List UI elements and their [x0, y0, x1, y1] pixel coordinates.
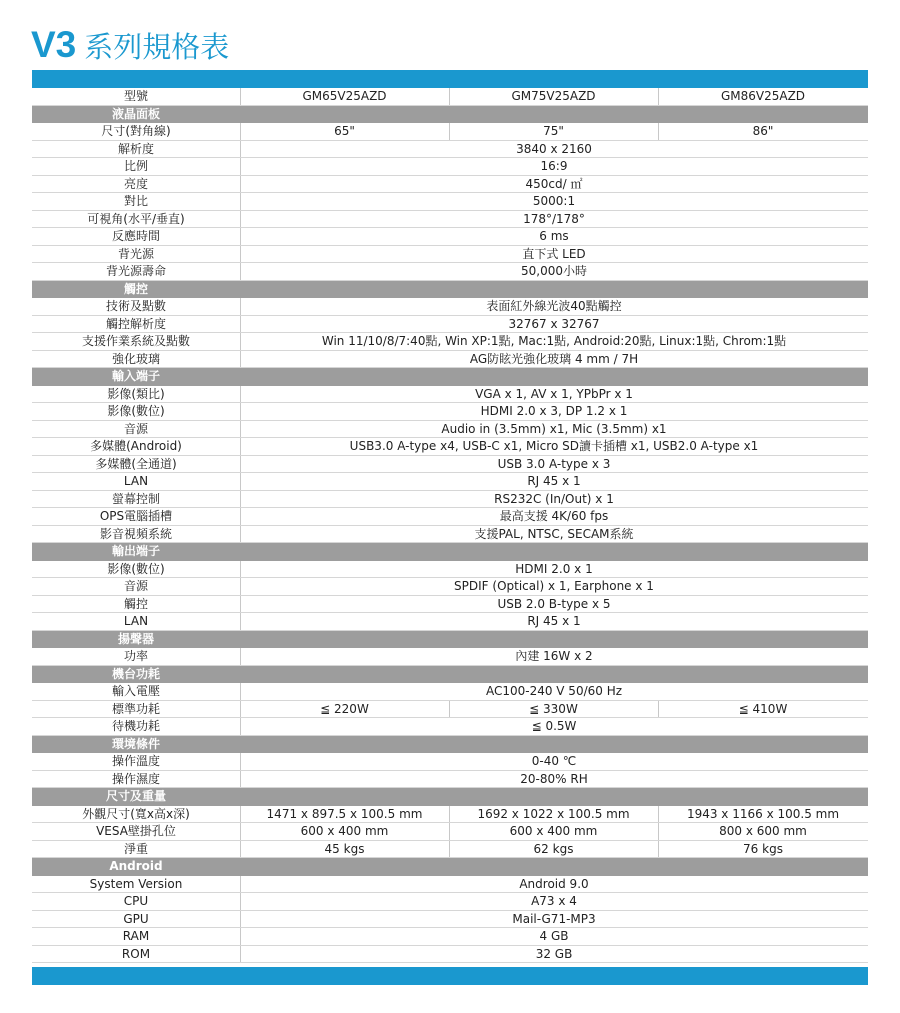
row-label: 尺寸(對角線)	[101, 124, 171, 138]
row-label: 可視角(水平/垂直)	[87, 211, 185, 226]
row-label: 型號	[123, 89, 148, 103]
table-row	[32, 806, 868, 824]
row-value: 表面紅外線光波40點觸控	[486, 299, 622, 313]
row-value-model-3: 86"	[752, 124, 774, 138]
row-value: 5000:1	[532, 194, 576, 208]
row-value-model-2: 600 x 400 mm	[509, 824, 598, 838]
row-label: 觸控	[123, 596, 148, 611]
table-row	[32, 911, 868, 929]
table-row	[32, 473, 868, 491]
row-value: Win 11/10/8/7:40點, Win XP:1點, Mac:1點, Android:20點, Linux:1點, Chrom:1點	[321, 334, 787, 348]
table-row	[32, 263, 868, 281]
row-value-model-1: ≦ 220W	[320, 701, 369, 716]
column-divider	[658, 823, 659, 840]
column-divider	[449, 841, 450, 858]
row-value: 0-40 ℃	[531, 754, 577, 768]
row-label: 淨重	[123, 841, 148, 856]
table-row	[32, 456, 868, 474]
row-label: 觸控解析度	[105, 316, 166, 331]
section-title: 環境條件	[111, 736, 160, 751]
table-row	[32, 718, 868, 736]
row-value: 20-80% RH	[520, 771, 588, 786]
section-title: 揚聲器	[117, 631, 154, 646]
row-value: 178°/178°	[523, 211, 585, 226]
column-divider	[658, 123, 659, 140]
title-text: 系列規格表	[84, 30, 230, 64]
table-row	[32, 613, 868, 631]
table-row	[32, 928, 868, 946]
row-label: 強化玻璃	[111, 351, 160, 366]
row-value: ≦ 0.5W	[531, 719, 577, 733]
row-value: 450cd/ ㎡	[525, 176, 583, 191]
row-value-model-2: GM75V25AZD	[511, 89, 596, 103]
section-title: 輸出端子	[111, 544, 160, 558]
row-label: GPU	[123, 911, 149, 926]
row-label: 待機功耗	[111, 719, 160, 733]
row-value: 直下式 LED	[522, 246, 586, 261]
section-title: Android	[109, 859, 163, 873]
table-row	[32, 491, 868, 509]
row-value: Audio in (3.5mm) x1, Mic (3.5mm) x1	[441, 421, 667, 436]
table-row	[32, 876, 868, 894]
row-label: 多媒體(全通道)	[95, 456, 177, 471]
table-row	[32, 211, 868, 229]
section-header	[32, 858, 868, 876]
row-value-model-2: 62 kgs	[533, 841, 574, 856]
row-value: 內建 16W x 2	[515, 649, 593, 663]
row-value-model-3: 1943 x 1166 x 100.5 mm	[686, 806, 840, 821]
row-label: 反應時間	[111, 229, 160, 243]
row-label: 音源	[123, 421, 148, 436]
column-divider	[658, 806, 659, 823]
row-label: 影像(類比)	[107, 386, 165, 401]
spec-table	[32, 88, 868, 963]
row-value-model-1: 1471 x 897.5 x 100.5 mm	[266, 806, 423, 821]
row-label: 標準功耗	[111, 701, 160, 716]
row-value: HDMI 2.0 x 1	[515, 561, 593, 576]
row-value-model-1: 600 x 400 mm	[300, 824, 389, 838]
table-row	[32, 946, 868, 964]
section-title: 液晶面板	[111, 106, 160, 121]
row-value-model-3: 800 x 600 mm	[719, 824, 807, 838]
row-value-model-2: 1692 x 1022 x 100.5 mm	[477, 806, 630, 821]
row-label: 對比	[123, 194, 148, 208]
row-value: HDMI 2.0 x 3, DP 1.2 x 1	[480, 404, 628, 418]
section-header	[32, 788, 868, 806]
row-value: AG防眩光強化玻璃 4 mm / 7H	[469, 351, 639, 366]
page-title	[31, 22, 229, 68]
row-label: RAM	[122, 929, 150, 943]
row-label: 功率	[123, 649, 148, 663]
table-row	[32, 228, 868, 246]
column-divider	[449, 123, 450, 140]
row-value: USB3.0 A-type x4, USB-C x1, Micro SD讀卡插槽 x1, USB2.0 A-type x1	[349, 439, 759, 453]
table-row	[32, 403, 868, 421]
table-row	[32, 123, 868, 141]
table-row	[32, 316, 868, 334]
table-row	[32, 333, 868, 351]
table-row	[32, 771, 868, 789]
row-value: 6 ms	[539, 229, 569, 243]
table-row	[32, 386, 868, 404]
table-row	[32, 508, 868, 526]
row-label: 操作溫度	[111, 754, 160, 768]
section-title: 觸控	[123, 281, 148, 296]
table-row	[32, 753, 868, 771]
row-value: RJ 45 x 1	[527, 614, 581, 628]
row-label: 比例	[123, 159, 148, 173]
title-series: V3	[31, 24, 77, 65]
row-label: 影像(數位)	[107, 404, 165, 418]
row-label: 亮度	[123, 176, 148, 191]
row-value-model-1: 65"	[334, 124, 355, 138]
row-value: 32767 x 32767	[508, 316, 600, 331]
row-label: CPU	[123, 894, 149, 908]
table-row	[32, 298, 868, 316]
table-row	[32, 141, 868, 159]
table-row	[32, 823, 868, 841]
column-divider	[658, 841, 659, 858]
section-header	[32, 543, 868, 561]
row-label: LAN	[123, 474, 149, 488]
row-value: 4 GB	[539, 929, 569, 943]
row-label: 操作濕度	[111, 771, 160, 786]
table-row	[32, 176, 868, 194]
table-row	[32, 526, 868, 544]
table-row	[32, 893, 868, 911]
row-value: 32 GB	[535, 946, 573, 961]
section-title: 輸入端子	[111, 369, 160, 383]
section-header	[32, 666, 868, 684]
row-value: RJ 45 x 1	[527, 474, 581, 488]
row-label: 輸入電壓	[111, 684, 160, 698]
table-row	[32, 561, 868, 579]
row-label: 影音視頻系統	[99, 526, 172, 541]
column-divider	[658, 701, 659, 718]
table-row	[32, 578, 868, 596]
table-row	[32, 88, 868, 106]
table-row	[32, 701, 868, 719]
row-label: OPS電腦插槽	[99, 509, 173, 523]
column-divider	[449, 823, 450, 840]
table-row	[32, 421, 868, 439]
row-label: 支援作業系統及點數	[81, 334, 190, 348]
table-row	[32, 158, 868, 176]
row-value-model-3: ≦ 410W	[738, 701, 788, 716]
row-value-model-1: GM65V25AZD	[302, 89, 387, 103]
row-value: USB 2.0 B-type x 5	[497, 596, 611, 611]
row-value-model-2: ≦ 330W	[529, 701, 578, 716]
row-value: VGA x 1, AV x 1, YPbPr x 1	[475, 386, 633, 401]
row-label: 音源	[123, 579, 148, 593]
column-divider	[658, 88, 659, 105]
row-label: 多媒體(Android)	[90, 439, 182, 453]
row-value: RS232C (In/Out) x 1	[494, 491, 614, 506]
row-label: 技術及點數	[105, 299, 166, 313]
section-title: 尺寸及重量	[105, 789, 166, 803]
header-accent-bar	[32, 70, 868, 88]
section-header	[32, 281, 868, 299]
table-row	[32, 246, 868, 264]
row-value-model-1: 45 kgs	[324, 841, 365, 856]
row-label: VESA壁掛孔位	[96, 824, 176, 838]
row-value: 支援PAL, NTSC, SECAM系統	[474, 526, 634, 541]
section-header	[32, 106, 868, 124]
row-value: USB 3.0 A-type x 3	[497, 456, 611, 471]
column-divider	[449, 88, 450, 105]
row-value: Mail-G71-MP3	[512, 911, 596, 926]
column-divider	[449, 806, 450, 823]
row-label: 背光源壽命	[105, 264, 166, 278]
table-row	[32, 683, 868, 701]
row-label: 解析度	[117, 141, 154, 156]
row-label: LAN	[123, 614, 149, 628]
row-value: 16:9	[540, 159, 568, 173]
table-row	[32, 596, 868, 614]
section-header	[32, 631, 868, 649]
row-value-model-3: 76 kgs	[743, 841, 783, 856]
row-label: ROM	[121, 946, 151, 961]
row-value: 3840 x 2160	[516, 141, 592, 156]
table-row	[32, 841, 868, 859]
table-row	[32, 648, 868, 666]
footer-accent-bar	[32, 967, 868, 985]
row-value: Android 9.0	[519, 876, 589, 891]
section-header	[32, 736, 868, 754]
row-label: 背光源	[117, 246, 154, 261]
section-header	[32, 368, 868, 386]
row-label: System Version	[89, 876, 183, 891]
section-title: 機台功耗	[111, 666, 160, 681]
row-label: 影像(數位)	[107, 561, 165, 576]
row-value: 最高支援 4K/60 fps	[499, 509, 609, 523]
row-label: 外觀尺寸(寬x高x深)	[82, 806, 190, 821]
column-divider	[449, 701, 450, 718]
row-value: 50,000小時	[521, 264, 587, 278]
row-value: AC100-240 V 50/60 Hz	[485, 684, 623, 698]
row-value: A73 x 4	[531, 894, 577, 908]
row-value-model-2: 75"	[543, 124, 564, 138]
table-row	[32, 351, 868, 369]
table-row	[32, 438, 868, 456]
row-value: SPDIF (Optical) x 1, Earphone x 1	[454, 579, 654, 593]
table-row	[32, 193, 868, 211]
row-label: 螢幕控制	[111, 491, 160, 506]
row-value-model-3: GM86V25AZD	[720, 89, 806, 103]
